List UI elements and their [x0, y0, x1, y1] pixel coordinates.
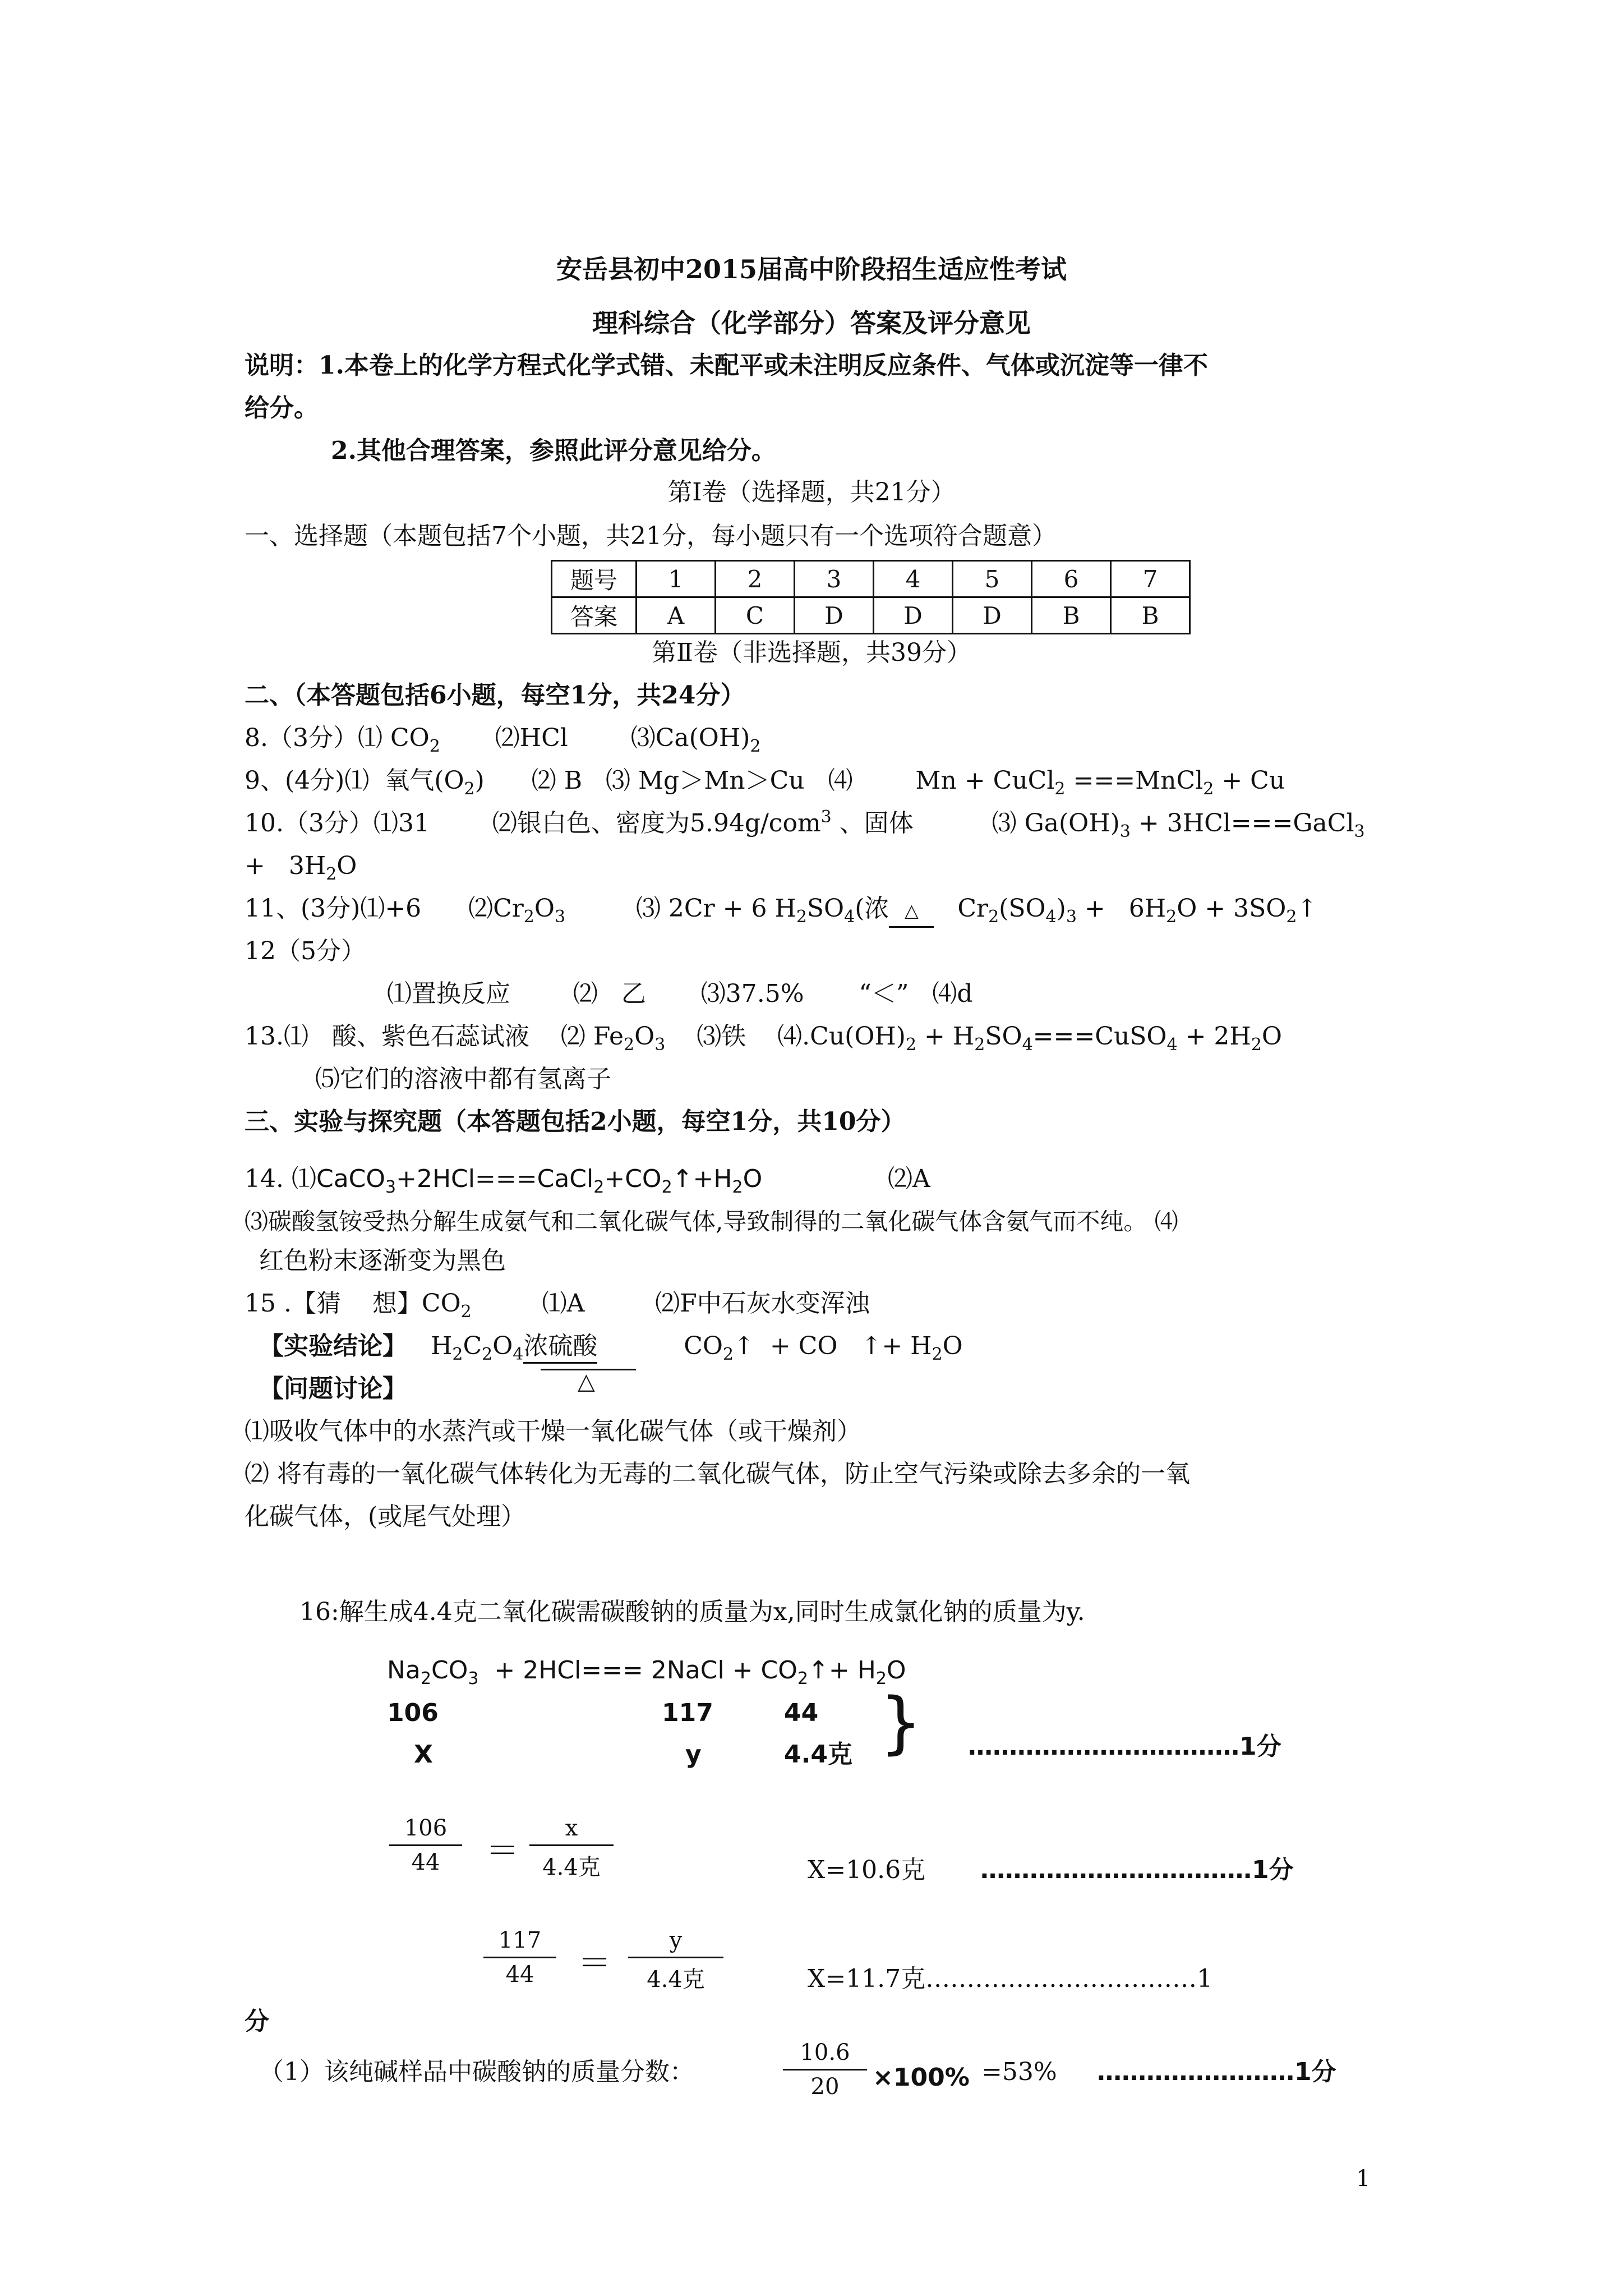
table-cell: D — [874, 597, 953, 634]
part-2-heading: 第Ⅱ卷（非选择题，共39分） — [652, 638, 971, 667]
answer-12: ⑴置换反应 ⑵ 乙 ⑶37.5% “＜” ⑷d — [387, 979, 973, 1008]
answer-table — [551, 560, 1191, 634]
section-3-heading: 三、实验与探究题（本答题包括2小题，每空1分，共10分） — [245, 1107, 906, 1136]
table-cell: 3 — [795, 561, 874, 597]
answer-15: 15 .【猜 想】$CO_2$ ⑴A ⑵F中石灰水变浑浊 — [245, 1289, 870, 1322]
equals-sign: ＝ — [578, 1944, 611, 1983]
fraction-numerator: 106 — [404, 1815, 448, 1841]
fraction-denominator: 44 — [411, 1849, 440, 1875]
fraction-x-4.4 — [529, 1815, 614, 1881]
times-100-percent: ×100% — [873, 2063, 970, 2092]
var-y: y — [685, 1740, 702, 1769]
page-title: 安岳县初中2015届高中阶段招生适应性考试 — [556, 254, 1067, 284]
answer-13-cont: ⑸它们的溶液中都有氢离子 — [315, 1065, 611, 1093]
answer-10: 10.（3分）⑴31 ⑵银白色、密度为5.94g/com$^3$ 、固体 ⑶ $Ga(OH)_3$ + 3HCl===GaCl$_3$ — [245, 807, 1365, 841]
percent-result: =53% — [981, 2058, 1057, 2086]
equation-16: $Na_2CO_3 + 2HCl===$ 2NaCl + $CO_2↑+ H_2O$ — [387, 1656, 906, 1688]
table-cell: A — [637, 597, 716, 634]
score-1: ……………………………1分 — [968, 1732, 1281, 1761]
molar-mass-na2co3: 106 — [387, 1699, 439, 1727]
table-cell: 2 — [716, 561, 795, 597]
table-cell: D — [953, 597, 1032, 634]
molar-mass-nacl: 117 — [662, 1699, 713, 1727]
table-cell: C — [716, 597, 795, 634]
var-x: X — [414, 1740, 433, 1769]
note-1-cont: 给分。 — [245, 394, 319, 422]
table-cell: 5 — [953, 561, 1032, 597]
fraction-numerator: 117 — [498, 1927, 542, 1953]
score-4: ……………………1分 — [1097, 2058, 1336, 2086]
answer-15-f: 化碳气体，(或尾气处理） — [245, 1502, 526, 1531]
answer-9: 9、(4分)⑴ 氧气$(O_2)$ ⑵ B ⑶ Mg＞Mn＞Cu ⑷ Mn + CuCl$_2$ ===MnCl$_2$ + Cu — [245, 766, 1285, 799]
answer-15-e: ⑵ 将有毒的一氧化碳气体转化为无毒的二氧化碳气体，防止空气污染或除去多余的一氧 — [245, 1460, 1190, 1488]
part-1-heading: 第Ⅰ卷（选择题，共21分） — [667, 478, 956, 507]
answer-8: 8.（3分）⑴ $CO_2$ ⑵HCl $⑶Ca(OH)_2$ — [245, 724, 761, 756]
section-1-heading: 一、选择题（本题包括7个小题，共21分，每小题只有一个选项符合题意） — [245, 522, 1057, 550]
fraction-denominator: 44 — [505, 1962, 534, 1987]
molar-mass-co2: 44 — [784, 1699, 819, 1727]
note-2: 2.其他合理答案，参照此评分意见给分。 — [331, 436, 776, 465]
answer-15-b: 【实验结论】 $H_2C_2O_4$浓硫酸 $CO_2↑$ + CO ↑+ $H_2O$ — [259, 1332, 963, 1364]
fraction-numerator: x — [565, 1815, 578, 1841]
table-cell: 7 — [1111, 561, 1190, 597]
answer-15-c: 【问题讨论】 — [259, 1374, 407, 1403]
table-answer-label: 答案 — [552, 597, 637, 634]
fraction-denominator: 4.4克 — [647, 1967, 705, 1993]
score-2: ……………………………1分 — [980, 1856, 1294, 1884]
fraction-denominator: 4.4克 — [542, 1855, 601, 1880]
table-cell: B — [1032, 597, 1111, 634]
answer-11: 11、(3分)⑴+6 $⑵Cr_2O_3$ ⑶ 2Cr + 6 $H_2SO_4$(浓 △ $Cr_2(SO_4)_3 + 6H_2O$ + $3SO_2↑$ — [245, 894, 1318, 927]
page-subtitle: 理科综合（化学部分）答案及评分意见 — [592, 308, 1031, 338]
result-y: X=11.7克……………………………1 — [808, 1964, 1213, 1993]
note-1: 说明：1.本卷上的化学方程式化学式错、未配平或未注明反应条件、气体或沉淀等一律不 — [245, 351, 1208, 380]
fraction-numerator: y — [669, 1927, 683, 1953]
result-x: X=10.6克 — [808, 1856, 926, 1884]
section-2-heading: 二、（本答题包括6小题，每空1分，共24分） — [245, 681, 745, 710]
answer-10-cont: + $3H_2O$ — [245, 852, 357, 884]
part-1-question: （1）该纯碱样品中碳酸钠的质量分数： — [259, 2058, 694, 2086]
table-cell: 6 — [1032, 561, 1111, 597]
heat-symbol: △ — [578, 1369, 595, 1395]
right-brace-icon: } — [879, 1684, 923, 1762]
fraction-117-44 — [483, 1927, 556, 1987]
table-cell: 4 — [874, 561, 953, 597]
fraction-y-4.4 — [628, 1927, 723, 1994]
table-row — [552, 561, 1190, 597]
score-3-unit: 分 — [245, 2007, 269, 2036]
table-row — [552, 597, 1190, 634]
fraction-10.6-20 — [783, 2040, 867, 2100]
answer-15-d: ⑴吸收气体中的水蒸汽或干燥一氧化碳气体（或干燥剂） — [245, 1417, 861, 1446]
answer-12-label: 12（5分） — [245, 937, 366, 965]
mass-co2: 4.4克 — [784, 1740, 852, 1769]
table-cell: 1 — [637, 561, 716, 597]
fraction-denominator: 20 — [810, 2074, 840, 2100]
answer-14-d: 红色粉末逐渐变为黑色 — [259, 1246, 506, 1275]
answer-16: 16:解生成4.4克二氧化碳需碳酸钠的质量为x,同时生成氯化钠的质量为y. — [299, 1598, 1085, 1626]
answer-14-c: ⑶碳酸氢铵受热分解生成氨气和二氧化碳气体,导致制得的二氧化碳气体含氨气而不纯。 ⑷ — [245, 1208, 1178, 1235]
table-cell: D — [795, 597, 874, 634]
fraction-numerator: 10.6 — [800, 2040, 850, 2065]
fraction-106-44 — [389, 1815, 462, 1875]
table-header-label: 题号 — [552, 561, 637, 597]
answer-14: 14. $⑴CaCO_3+2HCl===CaCl_2+CO_2↑+H_2O$ ⑵A — [245, 1165, 930, 1197]
equals-sign: ＝ — [486, 1832, 519, 1871]
answer-13: 13.⑴ 酸、紫色石蕊试液 ⑵ $Fe_2O_3$ ⑶铁 $⑷.Cu(OH)_2$ + $H_2SO_4===CuSO_4 + 2H_2O$ — [245, 1022, 1282, 1055]
page-number: 1 — [1356, 2166, 1371, 2192]
table-cell: B — [1111, 597, 1190, 634]
